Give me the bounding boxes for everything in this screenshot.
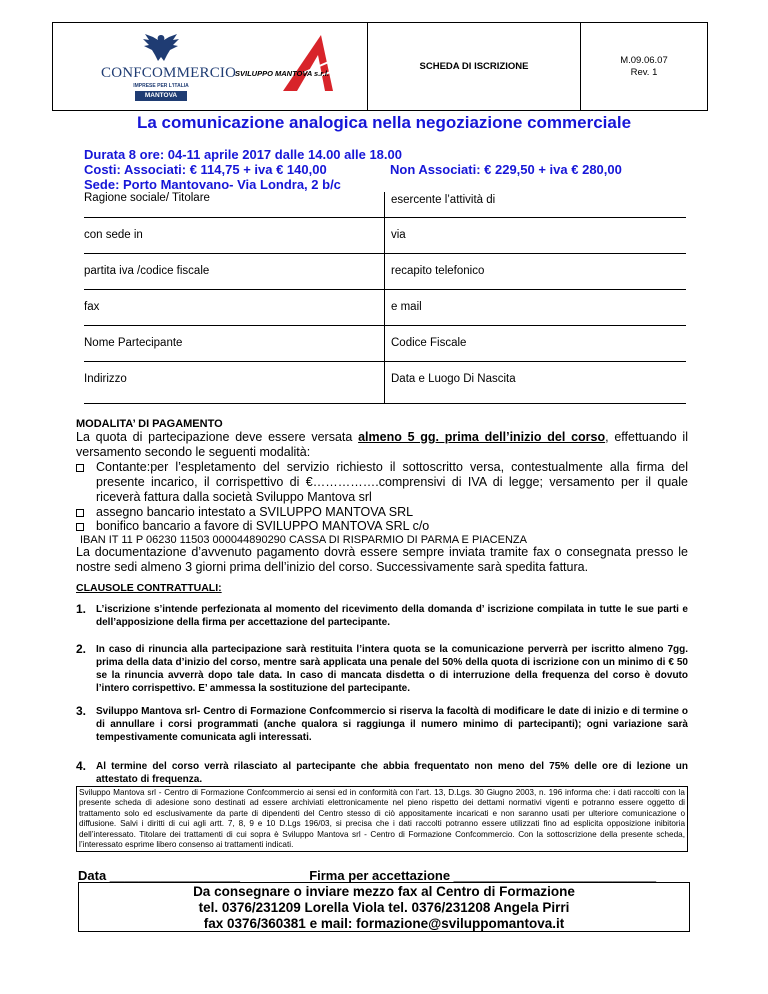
checkbox-icon[interactable] <box>76 523 84 531</box>
payment-option-cheque <box>76 505 688 520</box>
document-revision: Rev. 1 <box>630 66 658 78</box>
field-codice-fiscale[interactable]: Codice Fiscale <box>391 337 467 349</box>
field-indirizzo[interactable]: Indirizzo <box>84 373 127 385</box>
field-via[interactable]: via <box>391 229 406 241</box>
payment-intro <box>76 430 688 460</box>
form-line <box>84 217 686 218</box>
field-fax[interactable]: fax <box>84 301 100 313</box>
clause-text: L’iscrizione s’intende perfezionata al momento del ricevimento della domanda d’ iscrizione compilata in tutte le sue parti e dell’apposizione della firma per accettazione del partecipante. <box>96 604 688 628</box>
signature-line <box>78 868 656 883</box>
course-cost-members: Costi: Associati: € 114,75 + iva € 140,00 <box>84 162 327 177</box>
checkbox-icon[interactable] <box>76 464 84 472</box>
confcommercio-logo <box>101 29 237 105</box>
logos-cell <box>53 23 368 110</box>
payment-intro-text-end: , effettuando il versamento secondo le seguenti modalità: <box>76 430 688 459</box>
course-cost-non-members: Non Associati: € 229,50 + iva € 280,00 <box>390 162 622 177</box>
clause-number: 2. <box>76 642 87 656</box>
form-bottom-line <box>84 403 686 404</box>
course-location: Sede: Porto Mantovano- Via Londra, 2 b/c <box>84 177 341 192</box>
clause-number: 3. <box>76 704 87 718</box>
field-data-luogo-nascita[interactable]: Data e Luogo Di Nascita <box>391 373 516 385</box>
contact-box <box>78 882 690 932</box>
clause-text: In caso di rinuncia alla partecipazione sarà restituita l’intera quota se la comunicazione perverrà per iscritto almeno 7gg. prima della data d’inizio del corso, mentre sarà applicata una penale del 50% della quota di iscrizione con un minimo di € 50 se la rinuncia avverrà dopo tale data. In caso di mancata disdetta o di interruzione della frequenza del corso è dovuto l’intero corrispettivo. E’ ammessa la sostituzione del partecipante. <box>96 644 688 694</box>
payment-option-cash-text: Contante:per l’espletamento del servizio richiesto il sottoscritto versa, contestualmente alla firma del presente incarico, il corrispettivo di €…………….comprensivi di IVA di legge; versamento per il quale riceverà fattura dalla società Sviluppo Mantova srl <box>96 460 688 504</box>
clauses-heading: CLAUSOLE CONTRATTUALI: <box>76 582 222 594</box>
payment-note: La documentazione d’avvenuto pagamento dovrà essere sempre inviata tramite fax o consegnata presso le nostre sedi almeno 3 giorni prima dell’inizio del corso. Successivamente sarà spedita fattura. <box>76 545 688 574</box>
form-line <box>84 289 686 290</box>
contact-line-1: Da consegnare o inviare mezzo fax al Centro di Formazione <box>193 884 575 899</box>
field-telefono[interactable]: recapito telefonico <box>391 265 485 277</box>
payment-option-transfer-text: bonifico bancario a favore di SVILUPPO MANTOVA SRL c/o <box>96 519 430 533</box>
date-field[interactable]: Data __________________ <box>78 868 240 883</box>
clause-2 <box>76 643 688 695</box>
eagle-icon <box>141 31 181 65</box>
clause-text: Sviluppo Mantova srl- Centro di Formazione Confcommercio si riserva la facoltà di modificare le date di inizio e di termine o di annullare i corsi programmati (anche qualora si raggiunga il numero minimo di partecipanti); ogni variazione sarà tempestivamente comunicata agli interessati. <box>96 706 688 743</box>
form-title: SCHEDA DI ISCRIZIONE <box>368 23 581 110</box>
payment-heading: MODALITA’ DI PAGAMENTO <box>76 418 223 430</box>
document-header <box>52 22 708 111</box>
confcommercio-wordmark: CONFCOMMERCIO <box>101 65 237 81</box>
field-sede[interactable]: con sede in <box>84 229 143 241</box>
form-line <box>84 253 686 254</box>
field-ragione-sociale[interactable]: Ragione sociale/ Titolare <box>84 192 210 204</box>
document-code-cell <box>581 23 707 110</box>
document-code: M.09.06.07 <box>620 54 668 66</box>
field-partita-iva[interactable]: partita iva /codice fiscale <box>84 265 210 277</box>
course-title: La comunicazione analogica nella negoziazione commerciale <box>136 113 632 132</box>
clause-4 <box>76 760 688 786</box>
payment-intro-text: La quota di partecipazione deve essere versata <box>76 430 359 444</box>
privacy-notice: Sviluppo Mantova srl - Centro di Formazione Confcommercio ai sensi ed in conformità con l’art. 13, D.Lgs. 30 Giugno 2003, n. 196 informa che: i dati raccolti con la presente scheda di adesione sono destinati ad essere archiviati elettronicamente nel pieno rispetto dei dettami normativi vigenti e potranno essere oggetto di trattamento solo ed esclusivamente da parte di dipendenti del Centro stesso di ciò appositamente incaricati e non saranno usati per ulteriore comunicazione o diffusione. Salvi i diritti di cui agli artt. 7, 8, 9 e 10 D.Lgs 196/03, si precisa che i dati raccolti potranno essere utilizzati fino ad esplicita opposizione inibitoria dell’interessato. Titolare dei trattamenti di cui sopra è Sviluppo Mantova srl - Centro di Formazione Confcommercio. Con la sottoscrizione della presente scheda, l’interessato esprime libero consenso ai trattamenti indicati. <box>76 786 688 852</box>
sviluppo-triangle-icon <box>273 33 343 93</box>
payment-option-transfer <box>76 519 688 534</box>
signature-field[interactable]: Firma per accettazione ____________________________ <box>309 868 657 883</box>
field-attivita[interactable]: esercente l’attività di <box>391 194 496 206</box>
payment-iban: IBAN IT 11 P 06230 11503 000044890290 CASSA DI RISPARMIO DI PARMA E PIACENZA <box>80 534 527 546</box>
contact-line-3: fax 0376/360381 e mail: formazione@sviluppomantova.it <box>203 916 565 931</box>
contact-line-2: tel. 0376/231209 Lorella Viola tel. 0376/231208 Angela Pirri <box>198 900 570 915</box>
checkbox-icon[interactable] <box>76 509 84 517</box>
form-line <box>84 325 686 326</box>
confcommercio-tagline: IMPRESE PER L'ITALIA <box>133 83 189 89</box>
sviluppo-mantova-logo <box>231 33 351 93</box>
payment-option-cash <box>76 460 688 505</box>
confcommercio-city: MANTOVA <box>135 91 187 101</box>
form-line <box>84 361 686 362</box>
field-nome-partecipante[interactable]: Nome Partecipante <box>84 337 183 349</box>
payment-deadline: almeno 5 gg. prima dell’inizio del corso <box>358 430 606 444</box>
course-duration: Durata 8 ore: 04-11 aprile 2017 dalle 14.00 alle 18.00 <box>84 147 402 162</box>
clause-number: 1. <box>76 602 87 616</box>
field-email[interactable]: e mail <box>391 301 422 313</box>
clause-3 <box>76 705 688 744</box>
form-column-divider <box>384 192 385 404</box>
payment-option-cheque-text: assegno bancario intestato a SVILUPPO MANTOVA SRL <box>96 505 414 519</box>
clause-1 <box>76 603 688 629</box>
clause-number: 4. <box>76 759 87 773</box>
clause-text: Al termine del corso verrà rilasciato al partecipante che abbia frequentato non meno del 75% delle ore di lezione un attestato di frequenza. <box>96 761 688 785</box>
sviluppo-wordmark: SVILUPPO MANTOVA s.r.l. <box>235 69 330 78</box>
